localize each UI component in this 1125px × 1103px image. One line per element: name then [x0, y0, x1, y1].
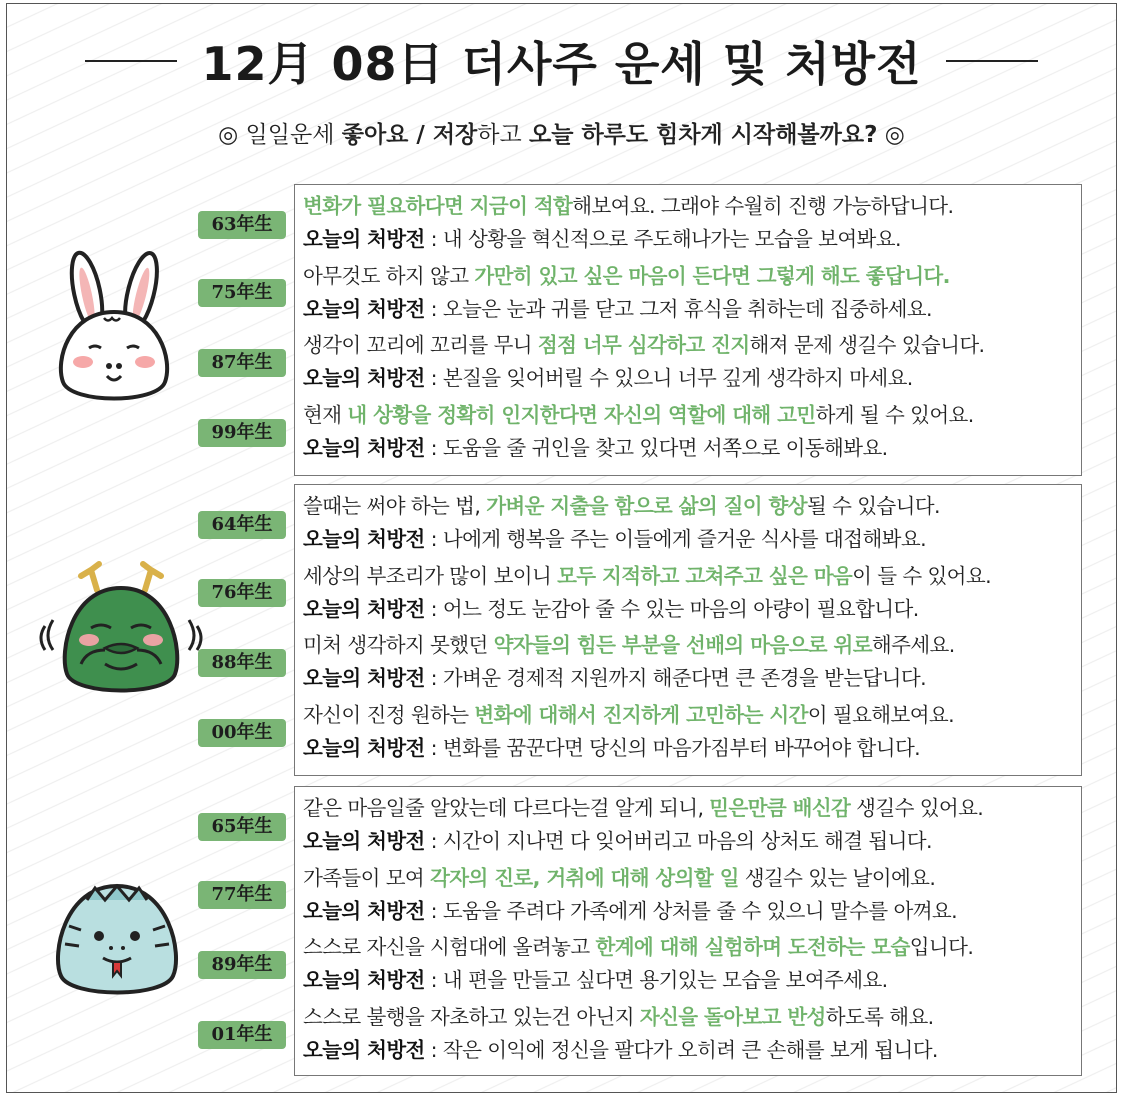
birth-year-badge: 64年生	[198, 511, 286, 539]
fortune-highlight: 점점 너무 심각하고 진지	[537, 333, 750, 357]
prescription-label: 오늘의 처방전	[303, 435, 425, 460]
birth-year-badge: 01年生	[198, 1021, 286, 1049]
subtitle-prefix: ◎ 일일운세	[218, 122, 342, 148]
rabbit-icon	[49, 250, 179, 408]
fortune-highlight: 변화에 대해서 진지하게 고민하는 시간	[474, 702, 808, 727]
fortune-entry	[303, 490, 1081, 560]
fortune-text	[303, 560, 1081, 593]
prescription-value: : 시간이 지나면 다 잊어버리고 마음의 상처도 해결 됩니다.	[424, 829, 932, 853]
prescription-label: 오늘의 처방전	[303, 227, 425, 251]
fortune-segment: 해주세요.	[871, 633, 955, 657]
prescription-label: 오늘의 처방전	[303, 366, 425, 390]
prescription-label: 오늘의 처방전	[303, 1037, 425, 1062]
fortune-segment: 생길수 있는 날이에요.	[738, 865, 936, 890]
birth-year-badge: 89年生	[198, 951, 286, 979]
fortune-segment: 생각이 꼬리에 꼬리를 무니	[303, 333, 538, 357]
fortune-segment: 하도록 해요.	[825, 1004, 934, 1029]
fortune-text	[303, 862, 1081, 895]
fortune-text	[303, 260, 1081, 293]
fortune-text	[303, 399, 1081, 432]
fortune-segment: 해져 문제 생길수 있습니다.	[749, 333, 985, 357]
snake-icon	[47, 870, 187, 1002]
prescription-text	[303, 223, 1081, 256]
fortune-highlight: 약자들의 힘든 부분을 선배의 마음으로 위로	[493, 633, 872, 657]
fortune-segment: 생길수 있어요.	[850, 796, 984, 820]
prescription-value: : 작은 이익에 정신을 팔다가 오히려 큰 손해를 보게 됩니다.	[424, 1037, 938, 1062]
title-rule-left	[85, 60, 177, 62]
fortune-text	[303, 329, 1081, 362]
fortune-highlight: 가벼운 지출을 함으로 삶의 질이 향상	[486, 494, 807, 518]
fortune-entry	[303, 399, 1081, 469]
fortune-segment: 해보여요. 그래야 수월히 진행 가능하답니다.	[572, 194, 954, 218]
fortune-segment: 스스로 자신을 시험대에 올려놓고	[303, 935, 596, 959]
prescription-label: 오늘의 처방전	[303, 735, 425, 760]
prescription-value: : 가벼운 경제적 지원까지 해준다면 큰 존경을 받는답니다.	[424, 666, 926, 690]
prescription-label: 오늘의 처방전	[303, 666, 425, 690]
fortune-text	[303, 190, 1081, 223]
prescription-text	[303, 432, 1081, 465]
fortune-segment: 쓸때는 써야 하는 법,	[303, 494, 487, 518]
birth-year-badge: 87年生	[198, 349, 286, 377]
fortune-highlight: 변화가 필요하다면 지금이 적합	[303, 194, 573, 218]
fortune-text	[303, 699, 1081, 732]
fortune-segment: 하게 될 수 있어요.	[815, 402, 974, 427]
prescription-value: : 변화를 꿈꾼다면 당신의 마음가짐부터 바꾸어야 합니다.	[424, 735, 921, 760]
prescription-label: 오늘의 처방전	[303, 596, 425, 621]
fortune-entry	[303, 1001, 1081, 1071]
subtitle-mid: 하고	[477, 122, 530, 148]
fortune-segment: 아무것도 하지 않고	[303, 263, 475, 288]
prescription-label: 오늘의 처방전	[303, 829, 425, 853]
prescription-text	[303, 1034, 1081, 1067]
prescription-text	[303, 964, 1081, 997]
birth-year-badge: 00年生	[198, 719, 286, 747]
fortune-text	[303, 931, 1081, 964]
fortune-segment: 미처 생각하지 못했던	[303, 633, 494, 657]
subtitle-today: 오늘 하루도 힘차게 시작해볼까요?	[529, 122, 878, 148]
fortune-entry	[303, 260, 1081, 330]
birth-year-badge: 65年生	[198, 813, 286, 841]
prescription-value: : 도움을 주려다 가족에게 상처를 줄 수 있으니 말수를 아껴요.	[424, 898, 958, 923]
page-title: 12月 08日 더사주 운세 및 처방전	[201, 37, 922, 91]
prescription-text	[303, 732, 1081, 765]
fortune-highlight: 자신을 돌아보고 반성	[639, 1004, 826, 1029]
fortune-entry	[303, 699, 1081, 769]
fortune-box-rabbit	[294, 184, 1082, 476]
prescription-value: : 어느 정도 눈감아 줄 수 있는 마음의 아량이 필요합니다.	[424, 596, 919, 621]
prescription-text	[303, 523, 1081, 556]
prescription-value: : 본질을 잊어버릴 수 있으니 너무 깊게 생각하지 마세요.	[424, 366, 913, 390]
dragon-icon	[35, 560, 207, 700]
prescription-label: 오늘의 처방전	[303, 527, 425, 551]
prescription-label: 오늘의 처방전	[303, 968, 425, 992]
birth-year-badge: 77年生	[198, 881, 286, 909]
birth-year-badge: 76年生	[198, 579, 286, 607]
fortune-highlight: 각자의 진로, 거취에 대해 상의할 일	[430, 865, 739, 890]
prescription-label: 오늘의 처방전	[303, 296, 425, 321]
fortune-text	[303, 490, 1081, 523]
fortune-segment: 이 들 수 있어요.	[852, 563, 991, 588]
fortune-entry	[303, 560, 1081, 630]
fortune-segment: 세상의 부조리가 많이 보이니	[303, 563, 558, 588]
subtitle-suffix: ◎	[877, 122, 905, 148]
fortune-box-snake	[294, 786, 1082, 1076]
fortune-entry	[303, 190, 1081, 260]
fortune-highlight: 내 상황을 정확히 인지한다면 자신의 역할에 대해 고민	[347, 402, 816, 427]
prescription-text	[303, 662, 1081, 695]
prescription-value: : 도움을 줄 귀인을 찾고 있다면 서쪽으로 이동해봐요.	[424, 435, 888, 460]
fortune-highlight: 가만히 있고 싶은 마음이 든다면 그렇게 해도 좋답니다.	[474, 263, 950, 288]
fortune-entry	[303, 329, 1081, 399]
prescription-text	[303, 293, 1081, 326]
fortune-text	[303, 1001, 1081, 1034]
subtitle	[7, 116, 1116, 149]
fortune-segment: 이 필요해보여요.	[807, 702, 955, 727]
fortune-segment: 같은 마음일줄 알았는데 다르다는걸 알게 되니,	[303, 796, 710, 820]
fortune-entry	[303, 862, 1081, 932]
birth-year-badge: 99年生	[198, 419, 286, 447]
prescription-label: 오늘의 처방전	[303, 898, 425, 923]
title-row	[7, 28, 1116, 94]
fortune-entry	[303, 931, 1081, 1001]
prescription-text	[303, 593, 1081, 626]
fortune-segment: 자신이 진정 원하는	[303, 702, 475, 727]
prescription-value: : 나에게 행복을 주는 이들에게 즐거운 식사를 대접해봐요.	[424, 527, 926, 551]
fortune-highlight: 모두 지적하고 고쳐주고 싶은 마음	[557, 563, 853, 588]
prescription-value: : 오늘은 눈과 귀를 닫고 그저 휴식을 취하는데 집중하세요.	[424, 296, 932, 321]
fortune-segment: 될 수 있습니다.	[806, 494, 940, 518]
fortune-segment: 가족들이 모여	[303, 865, 431, 890]
prescription-text	[303, 895, 1081, 928]
title-rule-right	[946, 60, 1038, 62]
birth-year-badge: 75年生	[198, 279, 286, 307]
fortune-segment: 현재	[303, 402, 348, 427]
fortune-highlight: 한계에 대해 실험하며 도전하는 모습	[595, 935, 910, 959]
fortune-box-dragon	[294, 484, 1082, 776]
prescription-value: : 내 편을 만들고 싶다면 용기있는 모습을 보여주세요.	[424, 968, 888, 992]
prescription-text	[303, 362, 1081, 395]
birth-year-badge: 88年生	[198, 649, 286, 677]
prescription-text	[303, 825, 1081, 858]
fortune-text	[303, 792, 1081, 825]
fortune-text	[303, 629, 1081, 662]
fortune-highlight: 믿은만큼 배신감	[709, 796, 851, 820]
birth-year-badge: 63年生	[198, 211, 286, 239]
fortune-entry	[303, 792, 1081, 862]
fortune-segment: 입니다.	[909, 935, 974, 959]
fortune-segment: 스스로 불행을 자초하고 있는건 아닌지	[303, 1004, 640, 1029]
fortune-page	[6, 3, 1117, 1093]
subtitle-like-save: 좋아요 / 저장	[341, 122, 478, 148]
fortune-entry	[303, 629, 1081, 699]
prescription-value: : 내 상황을 혁신적으로 주도해나가는 모습을 보여봐요.	[424, 227, 901, 251]
